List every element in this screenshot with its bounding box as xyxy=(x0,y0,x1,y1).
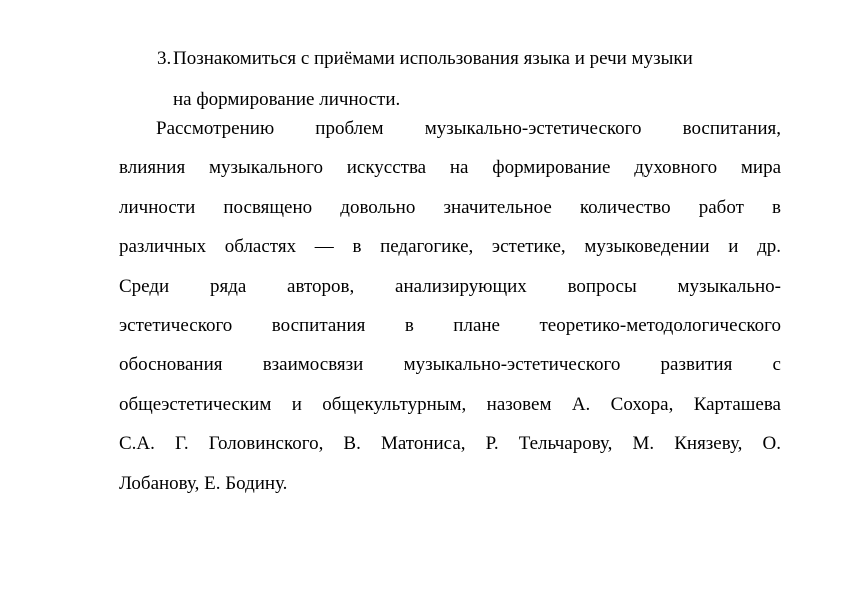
paragraph-line xyxy=(119,198,781,237)
paragraph-line xyxy=(119,316,781,355)
paragraph-line-text: общеэстетическим и общекультурным, назовем А. Сохора, Карташева xyxy=(119,393,781,415)
paragraph-line xyxy=(119,119,781,158)
paragraph-line-text: обоснования взаимосвязи музыкально-эстетического развития с xyxy=(119,354,781,376)
body-paragraph xyxy=(119,119,781,513)
paragraph-line xyxy=(119,395,781,434)
paragraph-line-text: Среди ряда авторов, анализирующих вопросы музыкально- xyxy=(119,275,781,297)
paragraph-line-text: эстетического воспитания в плане теоретико-методологического xyxy=(119,314,781,336)
paragraph-line-text: влияния музыкального искусства на формирование духовного мира xyxy=(119,157,781,179)
paragraph-line-text: Рассмотрению проблем музыкально-эстетического воспитания, xyxy=(156,118,781,139)
paragraph-line-text: Лобанову, Е. Бодину. xyxy=(119,472,288,494)
paragraph-line xyxy=(119,434,781,473)
paragraph-line xyxy=(119,355,781,394)
paragraph-line-text: С.А. Г. Головинского, В. Матониса, Р. Тельчарову, М. Князеву, О. xyxy=(119,433,781,455)
paragraph-line xyxy=(119,474,781,513)
paragraph-line xyxy=(119,277,781,316)
paragraph-line-text: различных областях — в педагогике, эстетике, музыковедении и др. xyxy=(119,236,781,258)
paragraph-line-text: личности посвящено довольно значительное количество работ в xyxy=(119,196,781,218)
paragraph-line xyxy=(119,158,781,197)
list-item-text-line-2: на формирование личности. xyxy=(173,89,401,110)
paragraph-line xyxy=(119,237,781,276)
list-item-text-line-1: Познакомиться с приёмами использования языка и речи музыки xyxy=(173,48,693,69)
list-item-number: 3. xyxy=(157,48,172,69)
